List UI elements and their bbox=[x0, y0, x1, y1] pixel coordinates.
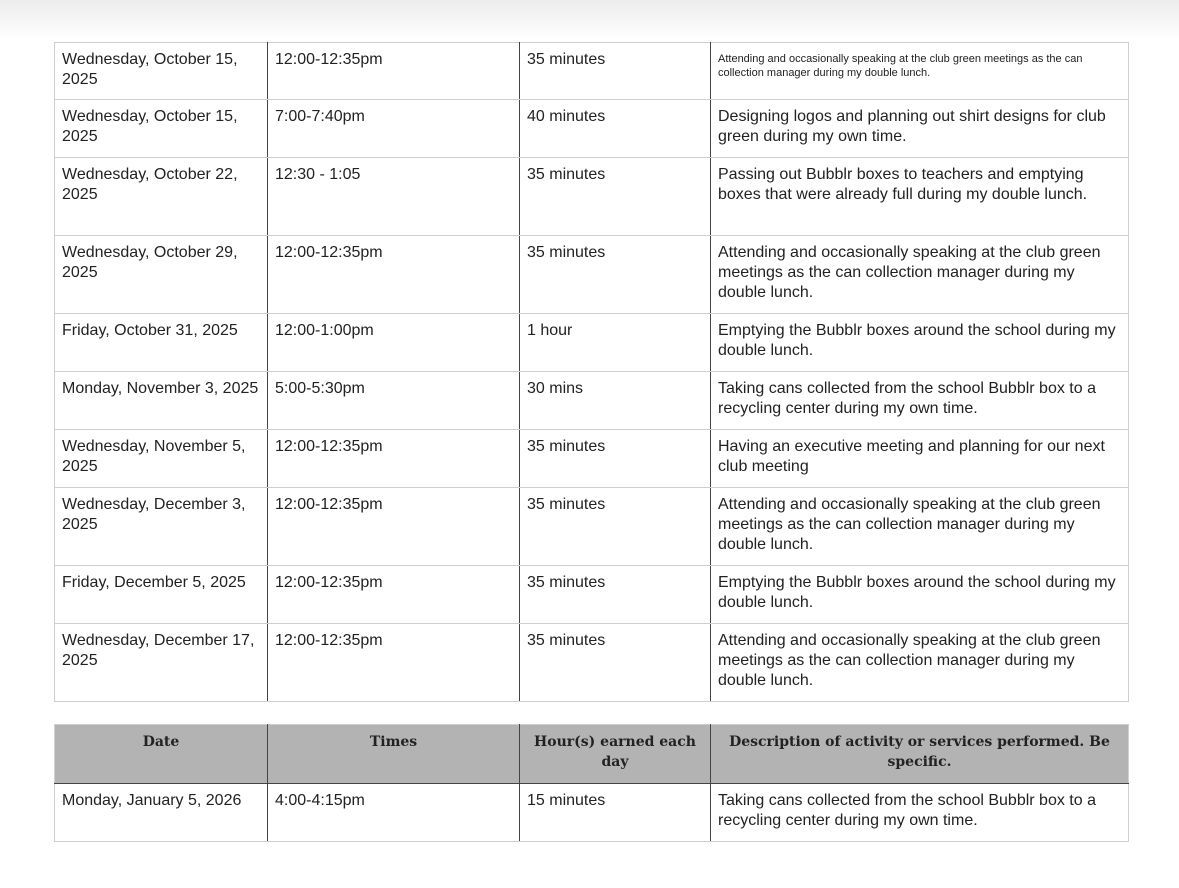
cell-description: Taking cans collected from the school Bubblr box to a recycling center during my own time. bbox=[711, 784, 1129, 842]
cell-description: Passing out Bubblr boxes to teachers and emptying boxes that were already full during my double lunch. bbox=[711, 158, 1129, 236]
cell-date: Wednesday, October 29, 2025 bbox=[55, 236, 268, 314]
cell-hours: 35 minutes bbox=[520, 43, 711, 100]
cell-date: Wednesday, December 3, 2025 bbox=[55, 488, 268, 566]
cell-hours: 35 minutes bbox=[520, 624, 711, 702]
table-row bbox=[55, 236, 1129, 314]
cell-date: Wednesday, October 15, 2025 bbox=[55, 43, 268, 100]
cell-times: 12:30 - 1:05 bbox=[268, 158, 520, 236]
table-row bbox=[55, 624, 1129, 702]
cell-description: Having an executive meeting and planning for our next club meeting bbox=[711, 430, 1129, 488]
table-row bbox=[55, 784, 1129, 842]
cell-times: 12:00-12:35pm bbox=[268, 236, 520, 314]
header-date: Date bbox=[55, 725, 268, 784]
table-row bbox=[55, 566, 1129, 624]
cell-hours: 30 mins bbox=[520, 372, 711, 430]
cell-times: 12:00-12:35pm bbox=[268, 488, 520, 566]
cell-date: Wednesday, October 22, 2025 bbox=[55, 158, 268, 236]
table-row bbox=[55, 314, 1129, 372]
table-row bbox=[55, 100, 1129, 158]
cell-times: 12:00-1:00pm bbox=[268, 314, 520, 372]
cell-date: Monday, January 5, 2026 bbox=[55, 784, 268, 842]
cell-description: Designing logos and planning out shirt designs for club green during my own time. bbox=[711, 100, 1129, 158]
cell-date: Monday, November 3, 2025 bbox=[55, 372, 268, 430]
cell-hours: 1 hour bbox=[520, 314, 711, 372]
cell-times: 12:00-12:35pm bbox=[268, 566, 520, 624]
cell-date: Wednesday, November 5, 2025 bbox=[55, 430, 268, 488]
cell-times: 12:00-12:35pm bbox=[268, 624, 520, 702]
cell-date: Wednesday, October 15, 2025 bbox=[55, 100, 268, 158]
cell-description: Attending and occasionally speaking at the club green meetings as the can collection manager during my double lunch. bbox=[711, 43, 1129, 100]
table-row bbox=[55, 158, 1129, 236]
cell-description: Attending and occasionally speaking at the club green meetings as the can collection manager during my double lunch. bbox=[711, 236, 1129, 314]
cell-hours: 35 minutes bbox=[520, 158, 711, 236]
header-row bbox=[55, 725, 1129, 784]
cell-times: 5:00-5:30pm bbox=[268, 372, 520, 430]
cell-description: Emptying the Bubblr boxes around the school during my double lunch. bbox=[711, 314, 1129, 372]
cell-times: 12:00-12:35pm bbox=[268, 43, 520, 100]
header-times: Times bbox=[268, 725, 520, 784]
cell-times: 12:00-12:35pm bbox=[268, 430, 520, 488]
cell-times: 4:00-4:15pm bbox=[268, 784, 520, 842]
cell-hours: 35 minutes bbox=[520, 236, 711, 314]
cell-hours: 35 minutes bbox=[520, 430, 711, 488]
service-log-table bbox=[54, 42, 1129, 702]
cell-date: Friday, October 31, 2025 bbox=[55, 314, 268, 372]
cell-hours: 35 minutes bbox=[520, 566, 711, 624]
table-row bbox=[55, 372, 1129, 430]
cell-description: Emptying the Bubblr boxes around the school during my double lunch. bbox=[711, 566, 1129, 624]
cell-hours: 15 minutes bbox=[520, 784, 711, 842]
table-row bbox=[55, 43, 1129, 100]
cell-hours: 35 minutes bbox=[520, 488, 711, 566]
cell-date: Friday, December 5, 2025 bbox=[55, 566, 268, 624]
header-hours: Hour(s) earned each day bbox=[520, 725, 711, 784]
cell-date: Wednesday, December 17, 2025 bbox=[55, 624, 268, 702]
service-log-table-2 bbox=[54, 724, 1129, 842]
header-description: Description of activity or services performed. Be specific. bbox=[711, 725, 1129, 784]
table-row bbox=[55, 430, 1129, 488]
cell-hours: 40 minutes bbox=[520, 100, 711, 158]
table-row bbox=[55, 488, 1129, 566]
cell-times: 7:00-7:40pm bbox=[268, 100, 520, 158]
cell-description: Taking cans collected from the school Bubblr box to a recycling center during my own time. bbox=[711, 372, 1129, 430]
cell-description: Attending and occasionally speaking at the club green meetings as the can collection manager during my double lunch. bbox=[711, 488, 1129, 566]
cell-description: Attending and occasionally speaking at the club green meetings as the can collection manager during my double lunch. bbox=[711, 624, 1129, 702]
